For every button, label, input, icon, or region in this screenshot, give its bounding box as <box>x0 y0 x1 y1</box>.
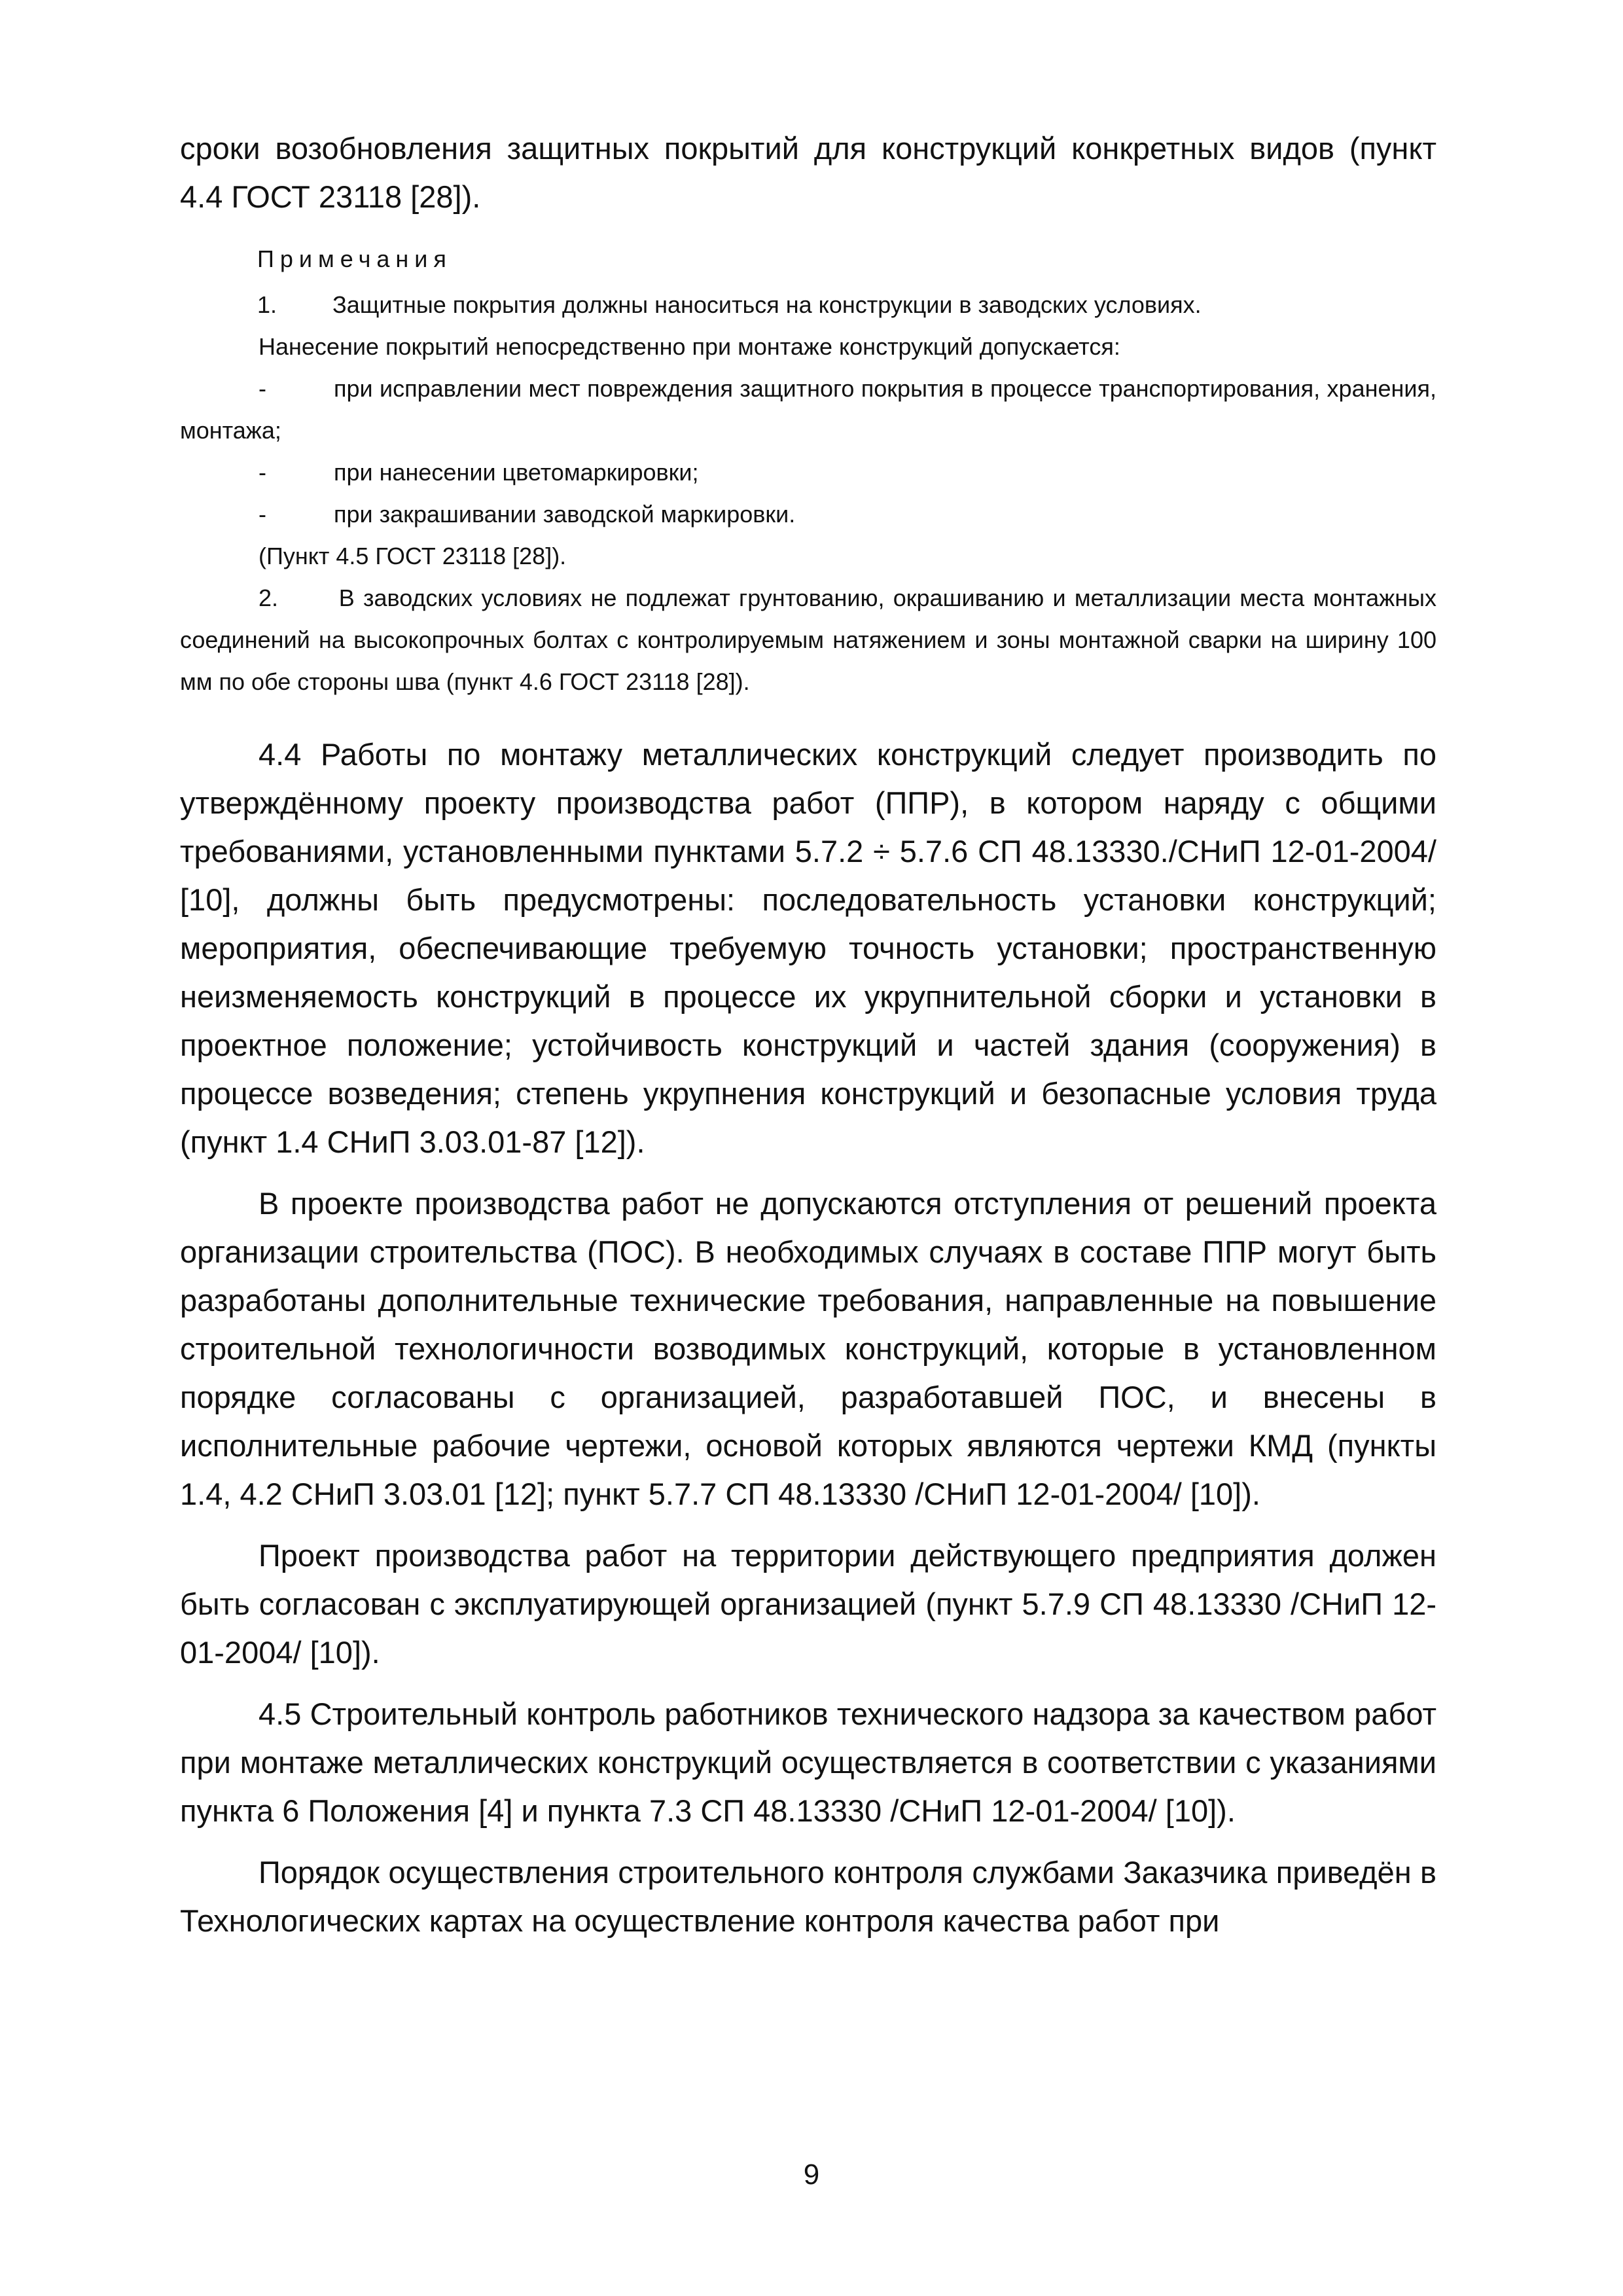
dash-marker: - <box>259 501 266 528</box>
note-2-number: 2. <box>259 584 279 611</box>
note-1-item-1 <box>180 368 1436 452</box>
paragraph-ppr-deviations: В проекте производства работ не допускаются отступления от решений проекта организации строительства (ПОС). В необходимых случаях в составе ППР могут быть разработаны дополнительные технические требования, направленные на повышение строительной технологичности возводимых конструкций, которые в установленном порядке согласованы с организацией, разработавшей ПОС, и внесены в исполнительные рабочие чертежи, основой которых являются чертежи КМД (пункты 1.4, 4.2 СНиП 3.03.01 [12]; пункт 5.7.7 СП 48.13330 /СНиП 12-01-2004/ [10]). <box>180 1186 1436 1511</box>
note-1-item-2-text: при нанесении цветомаркировки; <box>334 459 699 486</box>
intro-continuation: сроки возобновления защитных покрытий для конструкций конкретных видов (пункт 4.4 ГОСТ 23118 [28]). <box>180 131 1436 214</box>
note-1-allowed-intro: Нанесение покрытий непосредственно при монтаже конструкций допускается: <box>259 333 1120 360</box>
note-1-text: Защитные покрытия должны наноситься на конструкции в заводских условиях. <box>332 291 1202 318</box>
dash-marker: - <box>259 459 266 486</box>
note-1 <box>180 284 1436 326</box>
page-content <box>180 124 1436 1945</box>
note-2-text: В заводских условиях не подлежат грунтованию, окрашиванию и металлизации места монтажных соединений на высокопрочных болтах с контролируемым натяжением и зоны монтажной сварки на ширину 100 мм по обе стороны шва (пункт 4.6 ГОСТ 23118 [28]). <box>180 584 1436 695</box>
note-1-reference: (Пункт 4.5 ГОСТ 23118 [28]). <box>259 543 567 569</box>
paragraph-4-5: 4.5 Строительный контроль работников технического надзора за качеством работ при монтаже металлических конструкций осуществляется в соответствии с указаниями пункта 6 Положения [4] и пункта 7.3 СП 48.13330 /СНиП 12-01-2004/ [10]). <box>180 1696 1436 1828</box>
page-number: 9 <box>803 2159 820 2191</box>
paragraph-ppr-approval: Проект производства работ на территории действующего предприятия должен быть согласован с эксплуатирующей организацией (пункт 5.7.9 СП 48.13330 /СНиП 12-01-2004/ [10]). <box>180 1538 1436 1670</box>
note-1-item-1-text: при исправлении мест повреждения защитного покрытия в процессе транспортирования, хранения, монтажа; <box>180 375 1436 444</box>
notes-title: Примечания <box>257 245 452 272</box>
note-1-item-2 <box>180 452 1436 493</box>
note-1-item-3 <box>180 493 1436 535</box>
note-2 <box>180 577 1436 703</box>
paragraph-4-4: 4.4 Работы по монтажу металлических конструкций следует производить по утверждённому проекту производства работ (ППР), в котором наряду с общими требованиями, установленными пунктами 5.7.2 ÷ 5.7.6 СП 48.13330./СНиП 12-01-2004/ [10], должны быть предусмотрены: последовательность установки конструкций; мероприятия, обеспечивающие требуемую точность установки; пространственную неизменяемость конструкций в процессе их укрупнительной сборки и установки в проектное положение; устойчивость конструкций и частей здания (сооружения) в процессе возведения; степень укрупнения конструкций и безопасные условия труда (пункт 1.4 СНиП 3.03.01-87 [12]). <box>180 737 1436 1159</box>
dash-marker: - <box>259 375 266 402</box>
note-1-number: 1. <box>257 291 277 318</box>
paragraph-control-procedure: Порядок осуществления строительного контроля службами Заказчика приведён в Технологических картах на осуществление контроля качества работ при <box>180 1855 1436 1938</box>
note-1-item-3-text: при закрашивании заводской маркировки. <box>334 501 796 528</box>
